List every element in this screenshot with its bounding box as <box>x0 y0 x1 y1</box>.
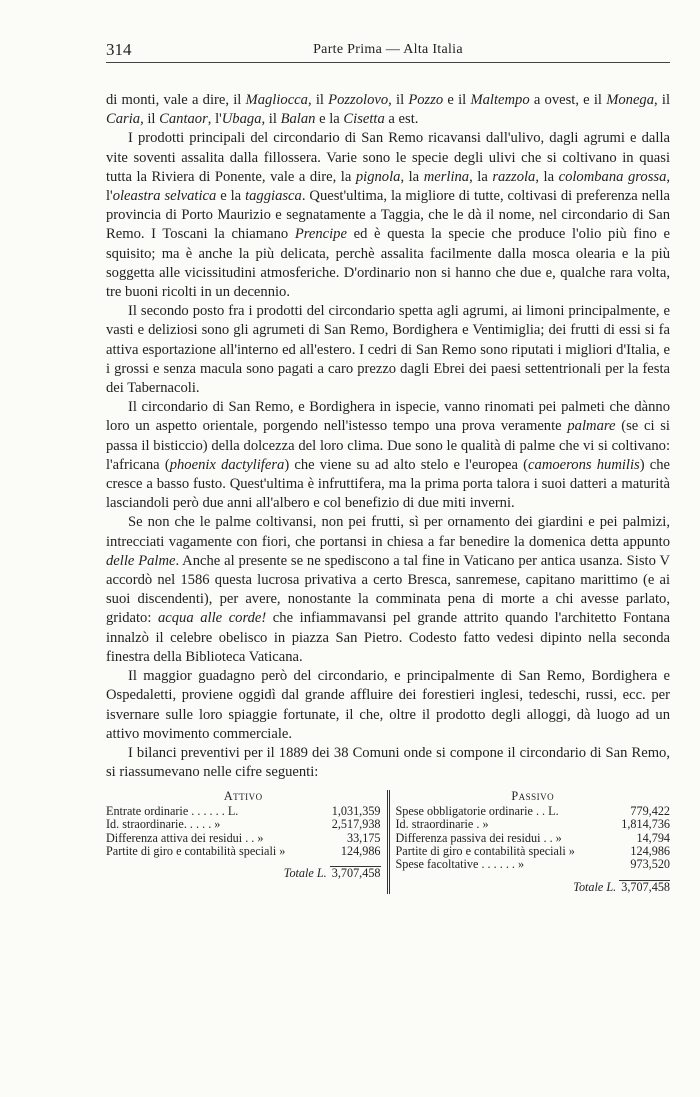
total-amount: 3,707,458 <box>621 879 670 894</box>
attivo-total <box>106 866 381 880</box>
budget-row-label: Spese obbligatorie ordinarie . . L. <box>395 804 559 818</box>
total-label: Totale L. <box>283 866 327 881</box>
page-number: 314 <box>106 40 132 59</box>
paragraph: Il maggior guadagno però del circondario, e principalmente di San Remo, Bordighera e Ospedaletti, proviene oggidì dal grande affluire dei forestieri inglesi, tedeschi, russi, ecc. per isvernare sulle loro spiaggie fortunate, il che, oltre il prodotto degli alloggi, dà luogo ad un attivo movimento commerciale. <box>106 668 670 742</box>
book-page <box>106 40 670 894</box>
budget-row-amount: 124,986 <box>340 843 381 858</box>
budget-row-label: Differenza attiva dei residui . . » <box>106 831 264 845</box>
budget-row-label: Entrate ordinarie . . . . . . L. <box>106 804 239 818</box>
budget-row-label: Spese facoltative . . . . . . » <box>395 858 525 872</box>
budget-row-amount: 33,175 <box>346 830 381 845</box>
attivo-rows <box>106 805 381 859</box>
total-amount: 3,707,458 <box>331 866 381 881</box>
budget-row <box>106 818 381 831</box>
budget-row-amount: 124,986 <box>630 843 670 858</box>
budget-row-amount: 2,517,938 <box>331 817 381 832</box>
paragraph: Il secondo posto fra i prodotti del circondario spetta agli agrumi, ai limoni principalmente, e vasti e deliziosi sono gli agrumeti di San Remo, Bordighera e Ventimiglia; dei frutti di essi si fa attiva esportazione all'interno ed all'estero. I cedri di San Remo sono riputati i migliori d'Italia, e i grossi e senza macula sono pagati a caro prezzo dagli Ebrei dei paesi settentrionali per la festa dei Tabernacoli. <box>106 303 670 397</box>
budget-row-label: Differenza passiva dei residui . . » <box>395 831 562 845</box>
budget-row-label: Id. straordinarie . » <box>395 818 489 832</box>
budget-row-amount: 14,794 <box>636 830 670 845</box>
budget-row <box>396 845 671 858</box>
paragraph: I bilanci preventivi per il 1889 dei 38 Comuni onde si compone il circondario di San Remo, si riassumevano nelle cifre seguenti: <box>106 744 670 781</box>
paragraph: Il circondario di San Remo, e Bordighera in ispecie, vanno rinomati pei palmeti che dànno loro un aspetto orientale, porgendo nell'istesso tempo una prova veramente palmare (se ci si passa il bisticcio) della dolcezza del loro clima. Due sono le qualità di palme che vi si coltivano: l'africana (phoenix dactylifera) che viene su ad alto stelo e l'europea (camoerons humilis) che cresce a basso fusto. Quest'ultima è infruttifera, ma la prima porta talora i suoi datteri a maturità lasciandoli però due anni all'albero e col benefizio di due miti inverni. <box>106 399 670 512</box>
budget-row-label: Partite di giro e contabilità speciali » <box>106 844 286 858</box>
budget-table <box>106 790 670 894</box>
passivo-column <box>388 790 670 894</box>
attivo-column <box>106 790 388 894</box>
total-label: Totale L. <box>573 879 617 894</box>
budget-row <box>396 818 671 831</box>
body-text <box>106 91 670 782</box>
budget-row-amount: 779,422 <box>630 803 670 818</box>
budget-row <box>106 805 381 818</box>
attivo-heading: Attivo <box>223 789 263 804</box>
paragraph: di monti, vale a dire, il Magliocca, il Pozzolovo, il Pozzo e il Maltempo a ovest, e il Monega, il Caria, il Cantaor, l'Ubaga, il Balan e la Cisetta a est. <box>106 92 670 128</box>
budget-row-amount: 1,031,359 <box>331 803 381 818</box>
passivo-heading: Passivo <box>511 789 555 804</box>
budget-row <box>106 832 381 845</box>
budget-row-label: Id. straordinarie. . . . . » <box>106 818 221 832</box>
page-header <box>106 40 670 63</box>
passivo-total <box>396 880 671 894</box>
running-title: Parte Prima — Alta Italia <box>313 42 463 57</box>
paragraph: I prodotti principali del circondario di San Remo ricavansi dall'ulivo, dagli agrumi e dalla vite soventi assalita dalla fillossera. Varie sono le specie degli ulivi che si coltivano in quasi tutta la Riviera di Ponente, vale a dire, la pignola, la merlina, la razzola, la colombana grossa, l'oleastra selvatica e la taggiasca. Quest'ultima, la migliore di tutte, coltivasi di preferenza nella provincia di Porto Maurizio e segnatamente a Taggia, che le dà il nome, nel circondario di San Remo. I Toscani la chiamano Prencipe ed è questa la specie che produce l'olio più fino e squisito; ma è anche la più delicata, perchè assalita facilmente dalla mosca olearia e la più soggetta alle vicissitudini atmosferiche. D'ordinario non si hanno che due e, qualche rara volta, tre buoni ricolti in un decennio. <box>106 130 671 301</box>
paragraph: Se non che le palme coltivansi, non pei frutti, sì per ornamento dei giardini e pei palmizi, intrecciati vagamente con fiori, che portansi in chiesa a far benedire la domenica detta appunto delle Palme. Anche al presente se ne spediscono a tal fine in Vaticano per antica usanza. Sisto V accordò nel 1586 questa lucrosa privativa a certo Bresca, sanremese, capitano marittimo (e ai suoi discendenti), per avere, nonostante la comminata pena di morte a chi avesse parlato, gridato: acqua alle corde! che infiammavansi pel grande attrito quando l'architetto Fontana innalzò il celebre obelisco in piazza San Pietro. Codesto fatto vedesi dipinto nella seconda finestra della Biblioteca Vaticana. <box>106 514 670 665</box>
passivo-rows <box>396 805 671 872</box>
budget-row-amount: 973,520 <box>630 857 670 872</box>
budget-row <box>106 845 381 858</box>
budget-row <box>396 832 671 845</box>
budget-row <box>396 805 671 818</box>
budget-row <box>396 858 671 871</box>
budget-row-label: Partite di giro e contabilità speciali » <box>395 844 575 858</box>
budget-row-amount: 1,814,736 <box>621 817 670 832</box>
